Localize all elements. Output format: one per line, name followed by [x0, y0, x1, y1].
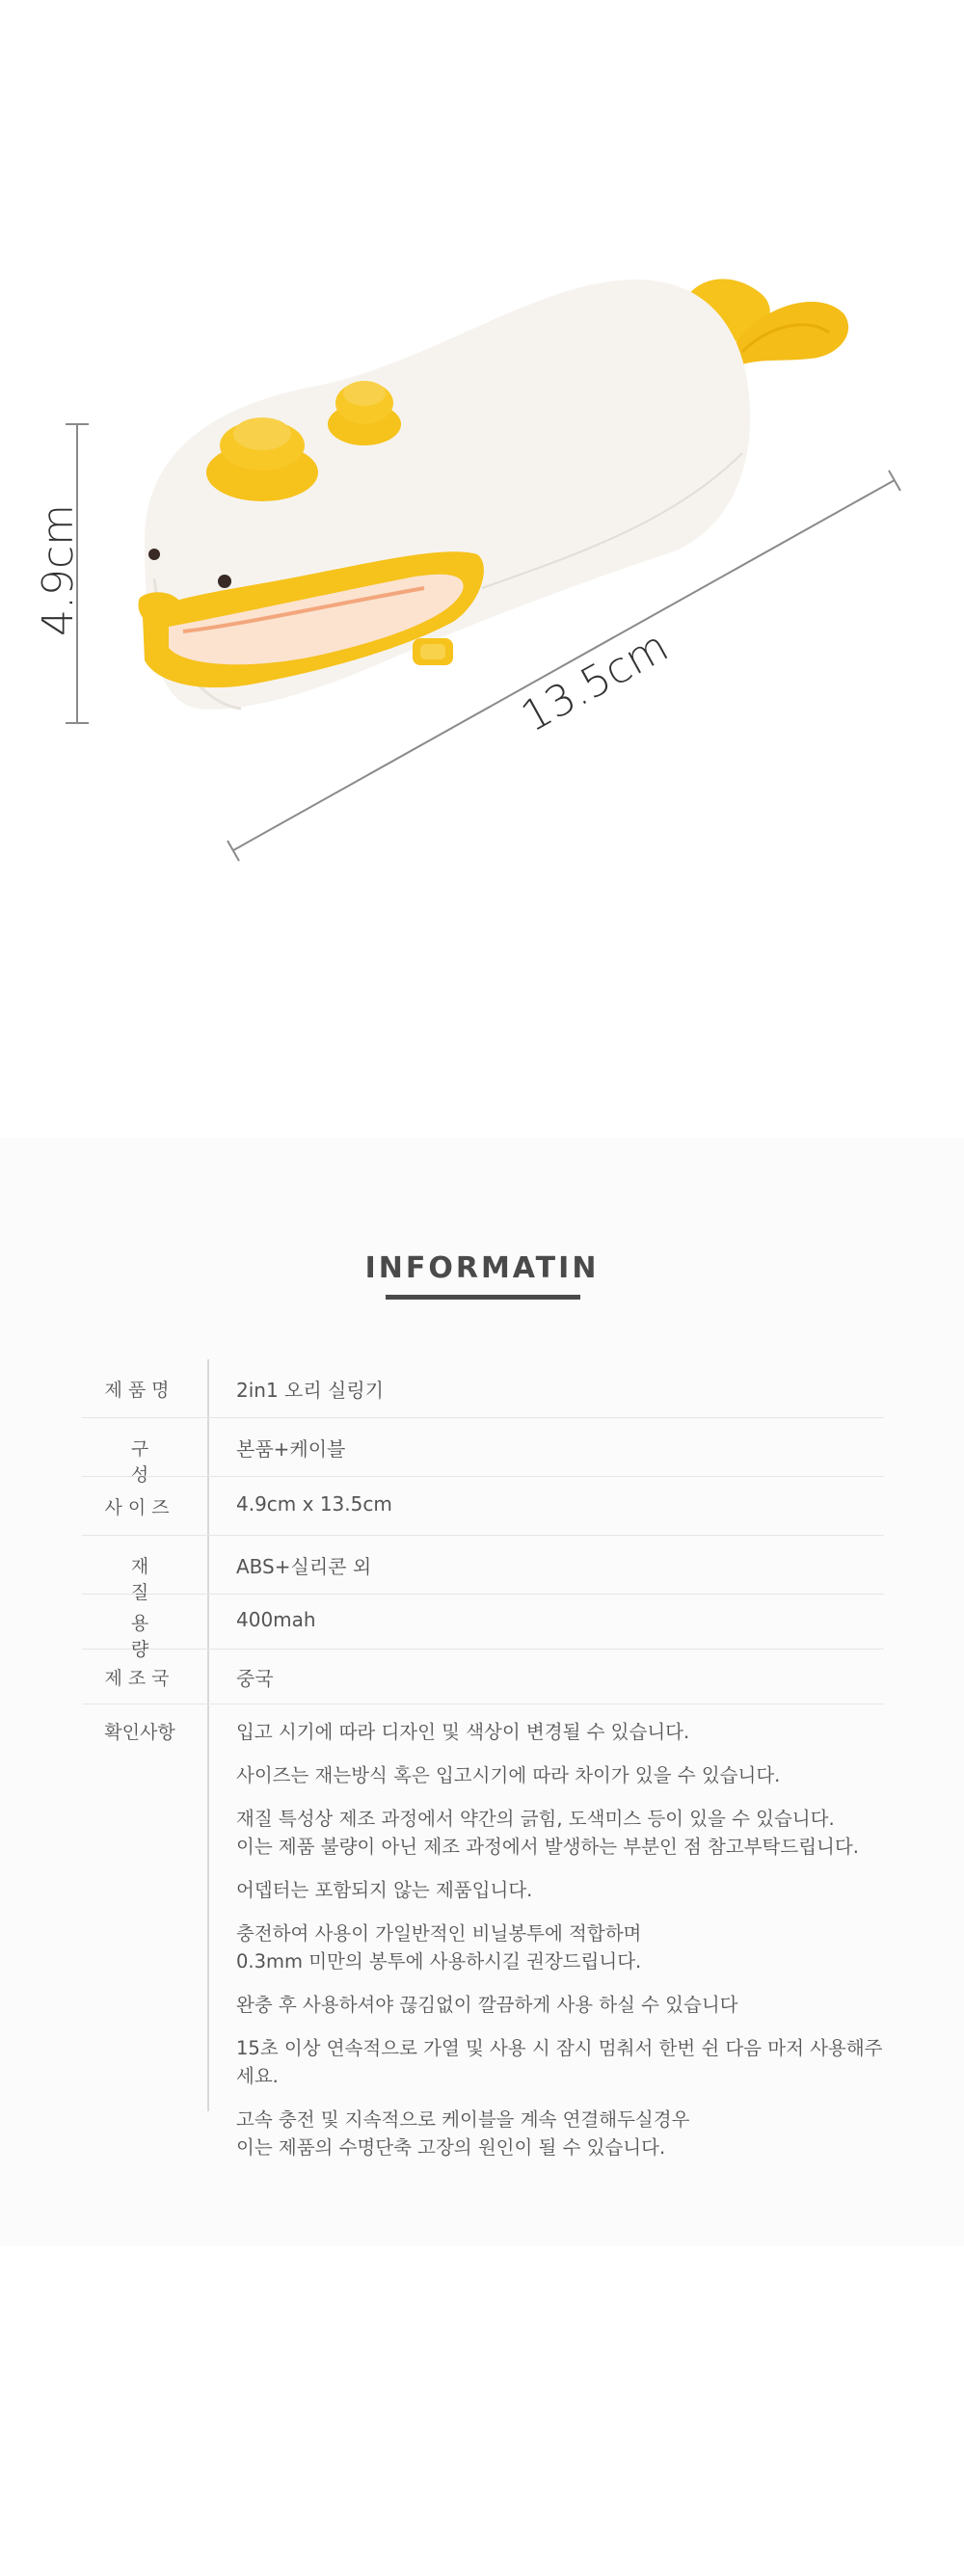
row-value: 4.9cm x 13.5cm: [236, 1492, 392, 1516]
row-value: ABS+실리콘 외: [236, 1555, 372, 1578]
duck-eye-right: [218, 575, 231, 588]
note-item: 입고 시기에 따라 디자인 및 색상이 변경될 수 있습니다.: [236, 1721, 690, 1743]
row-value: 400mah: [236, 1608, 316, 1631]
duck-eye-left: [148, 549, 160, 560]
height-label: 4.9cm: [34, 503, 83, 636]
row-label: 제조국: [104, 1668, 175, 1689]
note-item: 어뎁터는 포함되지 않는 제품입니다.: [236, 1879, 533, 1901]
table-row: [82, 1418, 884, 1486]
table-row: [82, 1595, 884, 1660]
side-switch: [413, 638, 453, 665]
table-row: [82, 1650, 884, 1704]
row-label: 용량: [130, 1613, 178, 1660]
page-bottom-spacer: [0, 2246, 964, 2576]
note-item: 고속 충전 및 지속적으로 케이블을 계속 연결해두실경우 이는 제품의 수명단축 고장의 원인이 될 수 있습니다.: [236, 2108, 690, 2159]
product-image-section: [0, 0, 964, 1138]
table-row: [82, 1477, 884, 1536]
note-item: 재질 특성상 제조 과정에서 약간의 긁힘, 도색미스 등이 있을 수 있습니다. 이는 제품 불량이 아닌 제조 과정에서 발생하는 부분인 점 참고부탁드립니다.: [236, 1808, 859, 1858]
notes-row: [82, 1704, 884, 2159]
info-table: [82, 1359, 884, 2159]
note-item: 완충 후 사용하셔야 끊김없이 깔끔하게 사용 하실 수 있습니다: [236, 1994, 738, 2016]
notes-list: [236, 1718, 892, 2177]
row-label: 재질: [130, 1556, 178, 1603]
info-title-underline: [386, 1295, 580, 1300]
information-section: [0, 1138, 964, 2246]
length-label: 13.5cm: [513, 622, 677, 742]
note-item: 15초 이상 연속적으로 가열 및 사용 시 잠시 멈춰서 한번 쉰 다음 마저 사용해주세요.: [236, 2037, 883, 2087]
row-label: 구성: [130, 1438, 178, 1486]
row-value: 중국: [236, 1667, 274, 1690]
row-value: 2in1 오리 실링기: [236, 1379, 384, 1402]
note-item: 충전하여 사용이 가일반적인 비닐봉투에 적합하며 0.3mm 미만의 봉투에 사용하시길 권장드립니다.: [236, 1922, 642, 1972]
notes-label: 확인사항: [104, 1722, 175, 1743]
table-row: [82, 1536, 884, 1603]
duck-sealer-illustration: [0, 0, 964, 1138]
note-item: 사이즈는 재는방식 혹은 입고시기에 따라 차이가 있을 수 있습니다.: [236, 1764, 781, 1786]
table-row: [82, 1359, 884, 1418]
row-label: 사이즈: [104, 1497, 175, 1518]
info-title: INFORMATIN: [364, 1251, 600, 1285]
row-label: 제품명: [104, 1380, 175, 1401]
row-value: 본품+케이블: [236, 1437, 346, 1461]
